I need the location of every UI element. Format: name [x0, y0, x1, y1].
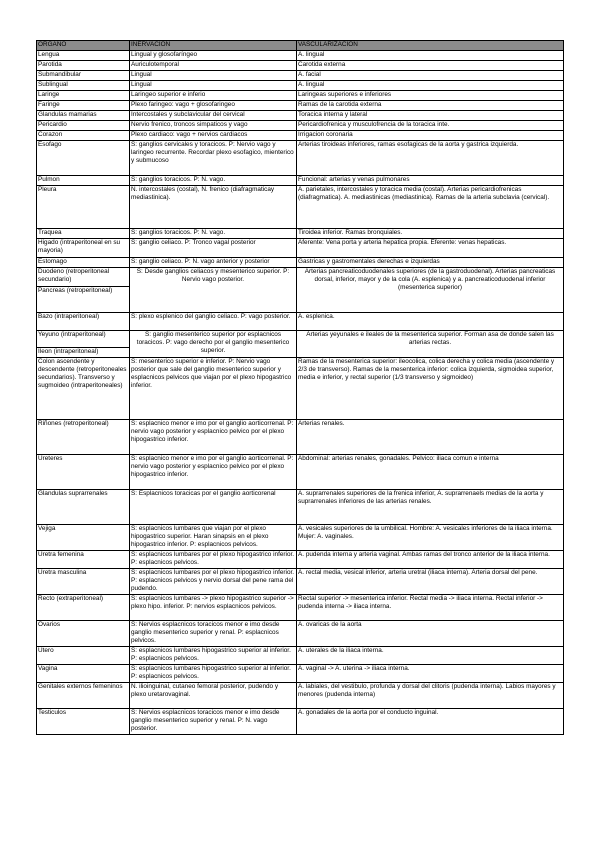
- organ-cell: Glandulas mamarias: [37, 111, 130, 121]
- organ-cell: Ileon (intraperitoneal): [37, 348, 130, 358]
- header-row: [37, 41, 564, 51]
- organ-cell: Pulmon: [37, 176, 130, 186]
- vascularization-cell: Ramas de la carotida externa: [297, 101, 564, 111]
- organ-cell: Bazo (intraperitoneal): [37, 313, 130, 331]
- table-body: [37, 51, 564, 735]
- innervation-cell: S: Nervios esplacnicos toracicos menor e imo desde ganglio mesenterico superior y renal. P: esplacnicos pelvicos.: [130, 621, 297, 647]
- vascularization-cell: Laringeas superiores e inferiores: [297, 91, 564, 101]
- innervation-cell: N. ilioinguinal, cutaneo femoral posterior, pudendo y plexo uretarovaginal.: [130, 683, 297, 709]
- table-row: [37, 647, 564, 665]
- organ-cell: Riñones (retroperitoneal): [37, 420, 130, 455]
- innervation-cell: S: Nervios esplacnicos toracicos menor e imo desde ganglio mesenterico superior y renal. P: N. vago posterior.: [130, 709, 297, 735]
- innervation-cell: S: ganglio celiaco. P: N. vago anterior y posterior: [130, 258, 297, 268]
- vascularization-cell: A. ovaricas de la aorta: [297, 621, 564, 647]
- vascularization-cell: Ramas de la mesenterica superior: ileocolica, colica derecha y colica media (ascendente y 2/3 de transverso). Ramas de la mesenterica inferior: colica izquierda, sigmoidea superior, media e inferior, y rectal superior (1/3 transverso y sigmoideo): [297, 358, 564, 420]
- table-row: [37, 665, 564, 683]
- table-row: [37, 621, 564, 647]
- innervation-cell: S: esplacnicos lumbares por el plexo hipogastrico inferior. P: esplacnicos pelvicos.: [130, 551, 297, 569]
- table-row: [37, 268, 564, 287]
- vascularization-cell: Funcional: arterias y venas pulmonares: [297, 176, 564, 186]
- organ-cell: Pleura: [37, 186, 130, 229]
- innervation-cell: S: ganglios toracicos. P: N. vago.: [130, 229, 297, 239]
- vascularization-cell: A. suprarrenales superiores de la frenica inferior, A. suprarrenaels medias de la aorta y suprarrenales inferiores de las arterias renales.: [297, 490, 564, 525]
- innervation-cell: S: esplacnicos lumbares que viajan por el plexo hipogastrico superior. Haran sinapsis en el plexo hipogastrico inferior. P: esplacnicos pelvicos.: [130, 525, 297, 551]
- vascularization-cell: A. vaginal -> A. uterina -> iliaca interna.: [297, 665, 564, 683]
- vascularization-cell: Arterias tiroideas inferiores, ramas esofagicas de la aorta y gastrica izquierda.: [297, 141, 564, 176]
- organ-cell: Ovarios: [37, 621, 130, 647]
- table-row: [37, 525, 564, 551]
- organ-cell: Utero: [37, 647, 130, 665]
- innervation-cell: S: Desde ganglios celiacos y mesenterico superior. P: Nervio vago posterior.: [130, 268, 297, 313]
- organ-cell: Yeyuno (intraperitoneal): [37, 331, 130, 348]
- vascularization-cell: Gastricas y gastromentales derechas e izquierdas: [297, 258, 564, 268]
- innervation-cell: Lingual y glosofaríngeo: [130, 51, 297, 61]
- innervation-cell: S: ganglios toracicos. P: N. vago.: [130, 176, 297, 186]
- innervation-cell: N. intercostales (costal), N. frenico (diafragmaticay mediastinica).: [130, 186, 297, 229]
- vascularization-cell: Pericardiofrenica y musculofrencia de la toracica inte.: [297, 121, 564, 131]
- organ-cell: Submandibular: [37, 71, 130, 81]
- organ-cell: Faringe: [37, 101, 130, 111]
- header-vascularizacion: VASCULARIZACION: [297, 41, 564, 51]
- organ-cell: Uretra femenina: [37, 551, 130, 569]
- organ-cell: Glandulas suprarrenales: [37, 490, 130, 525]
- innervation-cell: S: esplacnicos lumbares hipogastrico superior al inferior. P: esplacnicos pelvicos.: [130, 665, 297, 683]
- table-row: [37, 490, 564, 525]
- table-row: [37, 51, 564, 61]
- table-row: [37, 91, 564, 101]
- innervation-cell: Nervio frenico, troncos simpaticos y vago: [130, 121, 297, 131]
- organ-cell: Esofago: [37, 141, 130, 176]
- vascularization-cell: Arterias yeyunales e ileales de la mesenterica superior. Forman asa de donde salen las arterias rectas.: [297, 331, 564, 358]
- table-row: [37, 313, 564, 331]
- innervation-cell: Laringeo superior e inferio: [130, 91, 297, 101]
- vascularization-cell: A. esplenica.: [297, 313, 564, 331]
- vascularization-cell: Tiroidea inferior. Ramas bronquiales.: [297, 229, 564, 239]
- table-row: [37, 709, 564, 735]
- vascularization-cell: A. labiales, del vestibulo, profunda y dorsal del clitoris (pudenda interna). Labios mayores y menores (pudenda interna): [297, 683, 564, 709]
- table-row: [37, 176, 564, 186]
- innervation-cell: Lingual: [130, 81, 297, 91]
- table-row: [37, 420, 564, 455]
- organ-cell: Vagina: [37, 665, 130, 683]
- vascularization-cell: A. rectal media, vesical inferior, arteria uretral (iliaca interna). Arteria dorsal del pene.: [297, 569, 564, 595]
- innervation-cell: S: esplacnicos lumbares hipogastrico superior al inferior. P: esplacnicos pelvicos.: [130, 647, 297, 665]
- vascularization-cell: Irrigacion coronaria: [297, 131, 564, 141]
- organ-cell: Genitales externos femeninos: [37, 683, 130, 709]
- innervation-cell: S: esplacnicos lumbares por el plexo hipogastrico inferior. P: esplacnicos pelvicos y nervio dorsal del pene rama del pudendo.: [130, 569, 297, 595]
- organ-cell: Pancreas (retroperitoneal): [37, 287, 130, 313]
- organ-cell: Vejiga: [37, 525, 130, 551]
- innervation-cell: Auriculotemporal: [130, 61, 297, 71]
- organ-cell: Duodeno (retroperitoneal secundario): [37, 268, 130, 287]
- organ-cell: Recto (extraperitoneal): [37, 595, 130, 621]
- innervation-cell: Plexo faringeo: vago + glosofaringeo: [130, 101, 297, 111]
- table-row: [37, 229, 564, 239]
- innervation-cell: Intercostales y subclavicular del cervical: [130, 111, 297, 121]
- organ-cell: Colon ascendente y descendente (retroperitoneales secundarios). Transverso y sugmoideo (intraperitoneales): [37, 358, 130, 420]
- organ-cell: Traquea: [37, 229, 130, 239]
- vascularization-cell: Rectal superior -> mesenterica inferior. Rectal media -> iliaca interna. Rectal inferior -> pudenda interna -> iliaca interna.: [297, 595, 564, 621]
- innervation-cell: S: esplacnicos lumbares -> plexo hipogastrico superior -> plexo hipo. inferior. P: nervios esplacnicos pelvicos.: [130, 595, 297, 621]
- innervation-cell: Lingual: [130, 71, 297, 81]
- innervation-cell: S: mesenterico superior e inferior. P: Nervio vago posterior que sale del ganglio mesenterico superior y esplacnicos pelvicos que viajan por el plexo hipogastrico inferior.: [130, 358, 297, 420]
- table-row: [37, 569, 564, 595]
- vascularization-cell: A. vesicales superiores de la umbilical. Hombre: A. vesicales inferiores de la iliaca interna. Mujer: A. vaginales.: [297, 525, 564, 551]
- innervation-cell: S: esplacnico menor e imo por el ganglio aorticorrenal. P: nervio vago posterior y esplacnico pelvico por el plexo hipogastrico inferior.: [130, 420, 297, 455]
- table-row: [37, 595, 564, 621]
- organ-cell: Laringe: [37, 91, 130, 101]
- document-page: [36, 40, 563, 735]
- table-row: [37, 111, 564, 121]
- organ-table: [36, 40, 564, 735]
- innervation-cell: S: ganglio celiaco. P: Tronco vagal posterior: [130, 239, 297, 258]
- table-row: [37, 239, 564, 258]
- vascularization-cell: A. lingual: [297, 81, 564, 91]
- table-row: [37, 331, 564, 348]
- table-row: [37, 551, 564, 569]
- organ-cell: Estomago: [37, 258, 130, 268]
- organ-cell: Uretra masculina: [37, 569, 130, 595]
- innervation-cell: S: ganglio mesenterico superior por esplacnicos toracicos. P: vago derecho por el ganglio mesenterico superior.: [130, 331, 297, 358]
- vascularization-cell: Arterias renales.: [297, 420, 564, 455]
- organ-cell: Sublingual: [37, 81, 130, 91]
- vascularization-cell: Aferente: Vena porta y arteria hepatica propia. Eferente: venas hepaticas.: [297, 239, 564, 258]
- header-inervacion: INERVACION: [130, 41, 297, 51]
- table-row: [37, 61, 564, 71]
- organ-cell: Higado (intraperitoneal en su mayoria): [37, 239, 130, 258]
- organ-cell: Pericardio: [37, 121, 130, 131]
- table-row: [37, 358, 564, 420]
- organ-cell: Testiculos: [37, 709, 130, 735]
- table-row: [37, 71, 564, 81]
- vascularization-cell: A. parietales, intercostales y toracica media (costal). Arterias pericardiofrenicas (diafragmatica). A. mediastinicas (mediastinica). Ramas de la arteria subclavia (cervical).: [297, 186, 564, 229]
- table-row: [37, 81, 564, 91]
- vascularization-cell: Carotida externa: [297, 61, 564, 71]
- vascularization-cell: Abdominal: arterias renales, gonadales. Pelvico: iliaca comun e interna: [297, 455, 564, 490]
- vascularization-cell: A. gonadales de la aorta por el conducto inguinal.: [297, 709, 564, 735]
- table-row: [37, 683, 564, 709]
- table-row: [37, 186, 564, 229]
- vascularization-cell: A. lingual: [297, 51, 564, 61]
- organ-cell: Lengua: [37, 51, 130, 61]
- innervation-cell: Plexo cardiaco: vago + nervios cardiacos: [130, 131, 297, 141]
- organ-cell: Corazon: [37, 131, 130, 141]
- organ-cell: Parotida: [37, 61, 130, 71]
- table-row: [37, 121, 564, 131]
- table-row: [37, 258, 564, 268]
- innervation-cell: S: ganglios cervicales y toracicos. P: Nervio vago y laringeo recurrente. Recordar plexo esofagico, mienterico y submucoso: [130, 141, 297, 176]
- vascularization-cell: A. pudenda interna y arteria vaginal. Ambas ramas del tronco anterior de la iliaca interna.: [297, 551, 564, 569]
- table-row: [37, 455, 564, 490]
- vascularization-cell: A. uterales de la iliaca interna.: [297, 647, 564, 665]
- table-row: [37, 131, 564, 141]
- vascularization-cell: Toracica interna y lateral: [297, 111, 564, 121]
- table-row: [37, 141, 564, 176]
- vascularization-cell: Arterias pancreaticoduodenales superiores (de la gastroduodenal). Arterias pancreaticas dorsal, inferior, mayor y de la cola (A. esplenica) y a. pancreaticoduodenal inferior (mesenterica superior): [297, 268, 564, 313]
- innervation-cell: S: plexo esplenico del ganglio celiaco. P: vago posterior.: [130, 313, 297, 331]
- table-row: [37, 101, 564, 111]
- header-organo: ORGANO: [37, 41, 130, 51]
- organ-cell: Ureteres: [37, 455, 130, 490]
- innervation-cell: S: esplacnico menor e imo por el ganglio aorticorrenal. P: nervio vago posterior y esplacnico pelvico por el plexo hipogastrico inferior.: [130, 455, 297, 490]
- vascularization-cell: A. facial: [297, 71, 564, 81]
- innervation-cell: S: Esplacnicos toracicas por el ganglio aorticorenal: [130, 490, 297, 525]
